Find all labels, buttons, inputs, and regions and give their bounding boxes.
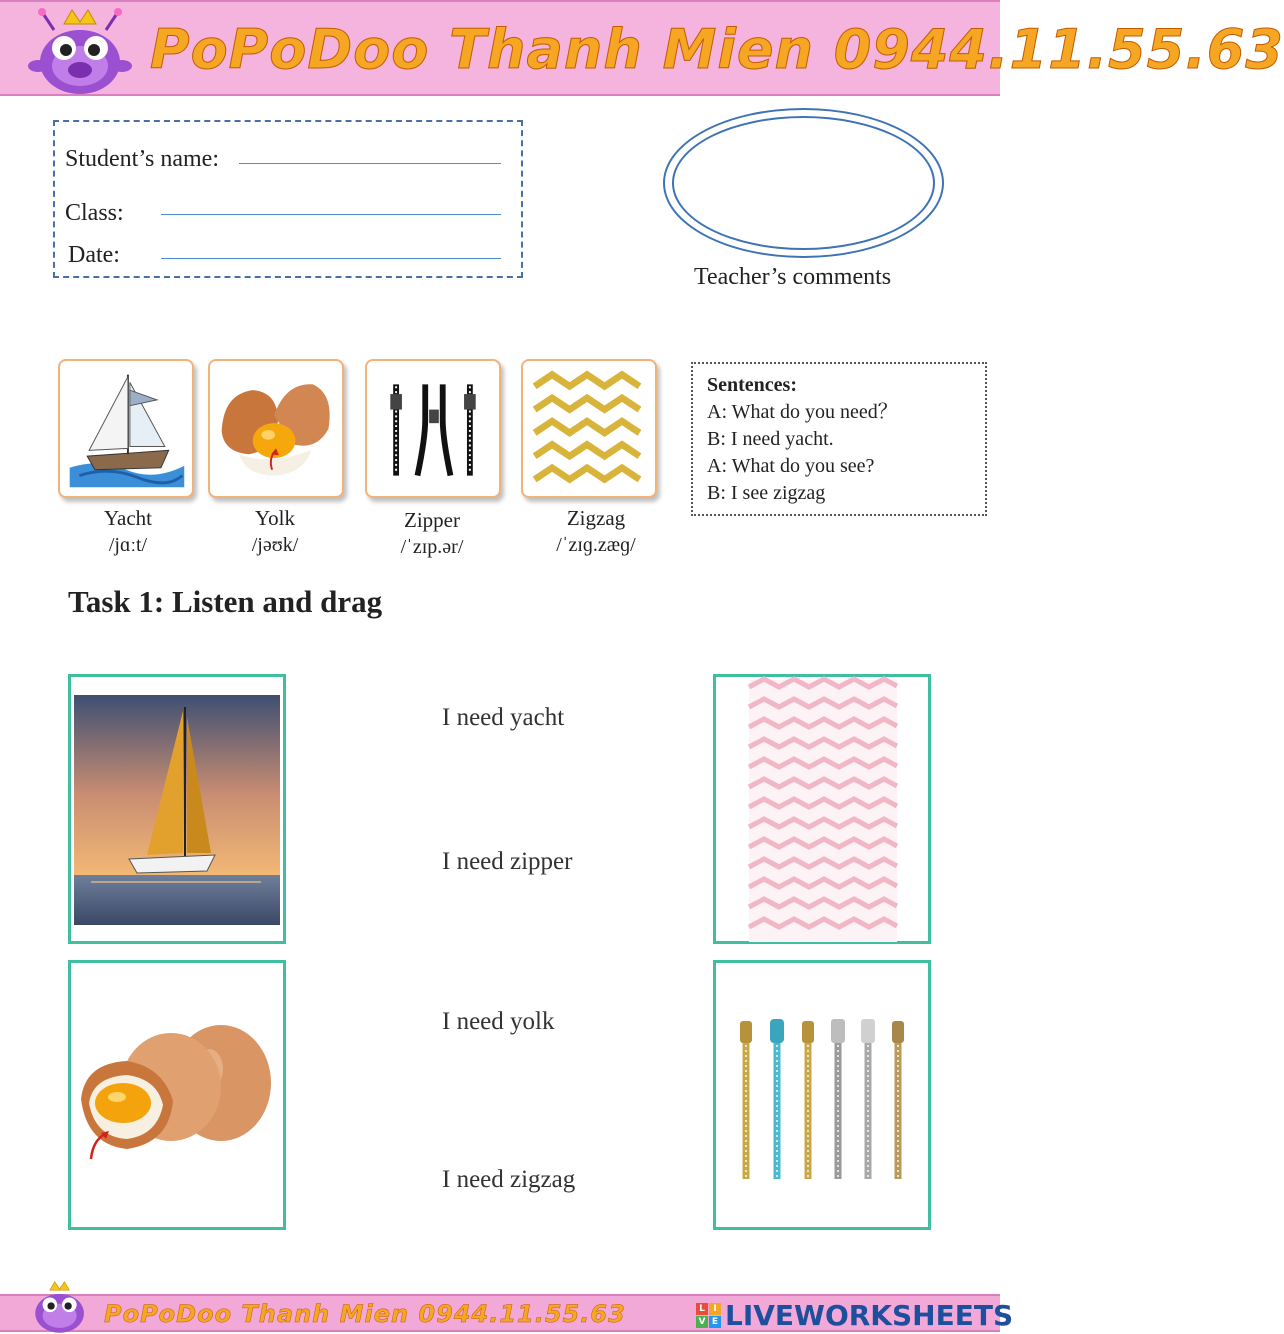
date-line[interactable] (161, 258, 501, 259)
drop-target-zigzag-photo[interactable] (713, 674, 931, 944)
sentence-line: B: I need yacht. (707, 428, 834, 450)
vocab-card-zipper (365, 359, 501, 498)
egg-photo-icon (71, 963, 283, 1227)
zigzag-pattern-icon (716, 677, 928, 941)
drag-option-yolk[interactable]: I need yolk (442, 1008, 555, 1035)
drag-option-yacht[interactable]: I need yacht (442, 704, 565, 731)
logo-letter: V (696, 1316, 708, 1328)
sentence-line: B: I see zigzag (707, 482, 826, 504)
vocab-ipa-yolk: /jəʊk/ (251, 534, 299, 556)
logo-letter: E (709, 1316, 721, 1328)
drop-target-yacht-photo[interactable] (68, 674, 286, 944)
footer-title: PoPoDoo Thanh Mien 0944.11.55.63 (104, 1300, 626, 1328)
mascot-icon (20, 4, 138, 96)
teacher-comment-oval-inner (672, 116, 935, 250)
vocab-ipa-zigzag: /ˈzɪɡ.zæɡ/ (556, 534, 636, 556)
vocab-card-yolk (208, 359, 344, 498)
drag-option-zigzag[interactable]: I need zigzag (442, 1166, 576, 1193)
liveworksheets-logo[interactable] (696, 1300, 1013, 1330)
zipper-icon (367, 361, 499, 496)
egg-yolk-icon (210, 361, 342, 496)
sailboat-photo-icon (71, 677, 283, 941)
class-label: Class: (65, 200, 124, 226)
student-name-line[interactable] (239, 163, 501, 164)
zippers-photo-icon (716, 963, 928, 1227)
teacher-comments-label: Teacher’s comments (694, 264, 892, 290)
vocab-ipa-zipper: /ˈzɪp.ər/ (400, 536, 464, 558)
logo-letter: I (709, 1303, 721, 1315)
sentence-line: A: What do you need？ (707, 401, 898, 423)
task-title: Task 1: Listen and drag (68, 584, 383, 619)
logo-letter: L (696, 1303, 708, 1315)
header-title: PoPoDoo Thanh Mien 0944.11.55.63 (150, 18, 1284, 81)
vocab-word-yolk: Yolk (255, 506, 295, 530)
vocab-card-zigzag (521, 359, 657, 498)
vocab-card-yacht (58, 359, 194, 498)
mascot-icon (22, 1278, 96, 1334)
student-name-label: Student’s name: (65, 146, 219, 172)
sailboat-icon (60, 361, 192, 496)
header-banner (0, 0, 1284, 96)
vocab-word-zipper: Zipper (404, 508, 460, 532)
sentence-line: A: What do you see? (707, 455, 875, 477)
drop-target-zipper-photo[interactable] (713, 960, 931, 1230)
sentences-heading: Sentences: (707, 374, 797, 396)
vocab-ipa-yacht: /jɑːt/ (108, 534, 148, 556)
zigzag-icon (523, 361, 655, 496)
date-label: Date: (68, 242, 120, 268)
sentences-box (691, 362, 987, 516)
drag-option-zipper[interactable]: I need zipper (442, 848, 573, 875)
footer-banner (0, 1294, 1014, 1332)
class-line[interactable] (161, 214, 501, 215)
vocab-word-zigzag: Zigzag (566, 506, 626, 530)
liveworksheets-wordmark: LIVEWORKSHEETS (725, 1298, 1014, 1332)
vocab-word-yacht: Yacht (103, 506, 153, 530)
drop-target-yolk-photo[interactable] (68, 960, 286, 1230)
student-info-box (53, 120, 523, 278)
liveworksheets-mark-icon (696, 1303, 721, 1328)
